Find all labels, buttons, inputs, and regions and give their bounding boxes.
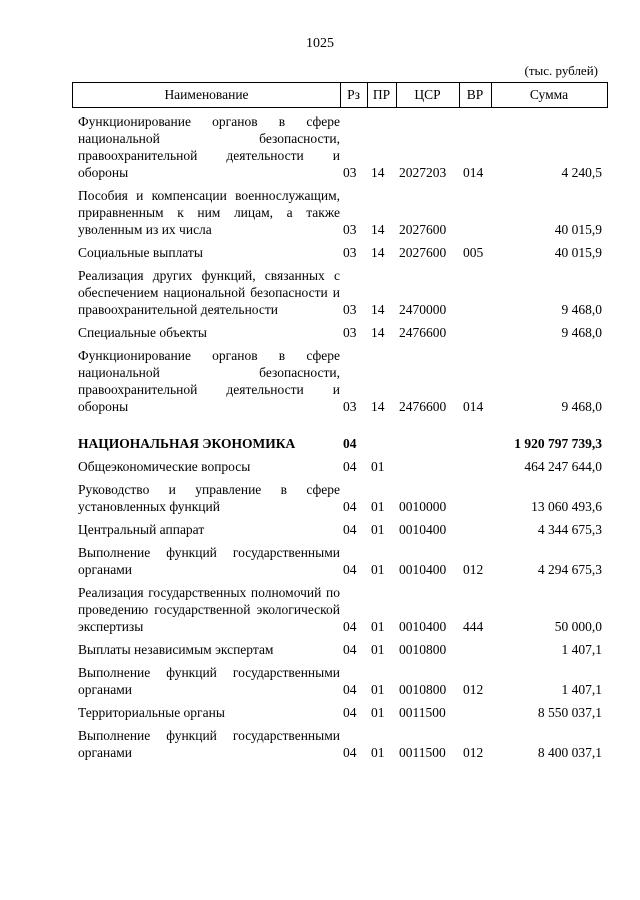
row-pr: 01 [371, 619, 385, 634]
table-row [72, 521, 608, 538]
table-row [72, 544, 608, 578]
row-csr: 0011500 [399, 705, 446, 720]
row-sum: 4 294 675,3 [537, 562, 602, 577]
row-vr: 014 [463, 399, 484, 414]
table-row [72, 244, 608, 261]
row-sum: 40 015,9 [554, 245, 602, 260]
table-row [72, 458, 608, 475]
row-sum: 50 000,0 [554, 619, 602, 634]
row-rz: 04 [343, 705, 357, 720]
table-row [72, 347, 608, 415]
row-sum: 9 468,0 [561, 302, 602, 317]
row-pr: 14 [371, 222, 385, 237]
row-pr: 14 [371, 245, 385, 260]
row-rz: 04 [343, 436, 357, 451]
table-row [72, 113, 608, 181]
table-row [72, 584, 608, 635]
row-rz: 03 [343, 222, 357, 237]
header-name: Наименование [73, 83, 341, 107]
row-name: Выполнение функций государственными органами [78, 665, 340, 697]
row-pr: 14 [371, 302, 385, 317]
row-csr: 0010400 [399, 619, 447, 634]
section-title: НАЦИОНАЛЬНАЯ ЭКОНОМИКА [78, 436, 296, 451]
table-row [72, 727, 608, 761]
table-row [72, 704, 608, 721]
row-name: Специальные объекты [78, 325, 207, 340]
row-vr: 444 [463, 619, 484, 634]
row-pr: 01 [371, 459, 385, 474]
row-sum: 1 407,1 [561, 642, 602, 657]
row-rz: 03 [343, 165, 357, 180]
row-csr: 0010400 [399, 562, 447, 577]
row-rz: 04 [343, 745, 357, 760]
header-pr: ПР [367, 83, 397, 107]
row-csr: 2027600 [399, 222, 447, 237]
row-name: Общеэкономические вопросы [78, 459, 251, 474]
row-csr: 0010800 [399, 642, 447, 657]
row-name: Руководство и управление в сфере установленных функций [78, 482, 340, 514]
row-name: Выплаты независимым экспертам [78, 642, 274, 657]
row-csr: 2470000 [399, 302, 447, 317]
row-pr: 01 [371, 705, 385, 720]
row-rz: 03 [343, 302, 357, 317]
row-csr: 0010800 [399, 682, 447, 697]
row-pr: 01 [371, 642, 385, 657]
row-rz: 04 [343, 619, 357, 634]
row-vr: 012 [463, 745, 484, 760]
row-sum: 1 407,1 [561, 682, 602, 697]
row-rz: 03 [343, 245, 357, 260]
row-sum: 4 344 675,3 [537, 522, 602, 537]
row-sum: 9 468,0 [561, 325, 602, 340]
row-rz: 03 [343, 325, 357, 340]
row-rz: 04 [343, 499, 357, 514]
row-sum: 8 550 037,1 [537, 705, 602, 720]
row-vr: 012 [463, 682, 484, 697]
row-sum: 464 247 644,0 [524, 459, 602, 474]
row-csr: 0011500 [399, 745, 446, 760]
table-row [72, 664, 608, 698]
row-sum: 4 240,5 [561, 165, 602, 180]
row-sum: 40 015,9 [554, 222, 602, 237]
table-row [72, 187, 608, 238]
table-row [72, 641, 608, 658]
row-pr: 01 [371, 562, 385, 577]
row-name: Выполнение функций государственными органами [78, 545, 340, 577]
row-vr: 014 [463, 165, 484, 180]
row-name: Пособия и компенсации военнослужащим, приравненным к ним лицам, а также уволенным из их числа [78, 188, 340, 237]
row-rz: 04 [343, 682, 357, 697]
table-header [72, 82, 608, 108]
row-name: Реализация других функций, связанных с обеспечением национальной безопасности и правоохранительной деятельности [78, 268, 340, 317]
row-pr: 14 [371, 165, 385, 180]
row-name: Социальные выплаты [78, 245, 203, 260]
row-sum: 1 920 797 739,3 [514, 436, 602, 451]
header-csr: ЦСР [396, 83, 460, 107]
row-name: Центральный аппарат [78, 522, 205, 537]
table-row [72, 324, 608, 341]
row-sum: 8 400 037,1 [537, 745, 602, 760]
row-pr: 14 [371, 325, 385, 340]
row-rz: 04 [343, 522, 357, 537]
row-vr: 005 [463, 245, 484, 260]
row-csr: 2476600 [399, 399, 447, 414]
row-csr: 0010000 [399, 499, 447, 514]
table-row [72, 267, 608, 318]
header-rz: Рз [340, 83, 368, 107]
row-name: Функционирование органов в сфере национальной безопасности, правоохранительной деятельности и обороны [78, 114, 340, 180]
section-spacer [72, 415, 608, 429]
units-label: (тыс. рублей) [524, 63, 598, 78]
row-csr: 0010400 [399, 522, 447, 537]
table-row [72, 481, 608, 515]
row-name: Территориальные органы [78, 705, 225, 720]
row-csr: 2027203 [399, 165, 447, 180]
row-csr: 2476600 [399, 325, 447, 340]
row-pr: 01 [371, 522, 385, 537]
row-sum: 13 060 493,6 [531, 499, 602, 514]
row-vr: 012 [463, 562, 484, 577]
row-pr: 01 [371, 499, 385, 514]
row-pr: 01 [371, 682, 385, 697]
row-csr: 2027600 [399, 245, 447, 260]
row-name: Реализация государственных полномочий по проведению государственной экологической экспертизы [78, 585, 340, 634]
header-vr: ВР [459, 83, 492, 107]
row-pr: 01 [371, 745, 385, 760]
row-rz: 04 [343, 562, 357, 577]
row-rz: 03 [343, 399, 357, 414]
section-row [72, 435, 608, 452]
row-name: Выполнение функций государственными органами [78, 728, 340, 760]
row-name: Функционирование органов в сфере национальной безопасности, правоохранительной деятельности и обороны [78, 348, 340, 414]
row-pr: 14 [371, 399, 385, 414]
budget-table [72, 82, 608, 761]
row-rz: 04 [343, 642, 357, 657]
row-sum: 9 468,0 [561, 399, 602, 414]
row-rz: 04 [343, 459, 357, 474]
page-number: 1025 [306, 36, 334, 51]
header-sum: Сумма [529, 87, 569, 102]
